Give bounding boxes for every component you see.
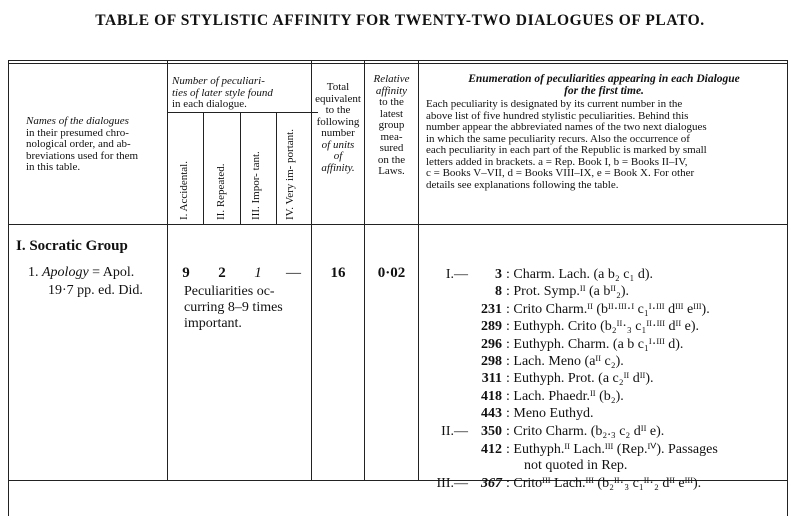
peculiarity-number: 412 [481,442,502,457]
peculiarity-number: 3 [495,267,502,282]
col-divider-relative [418,60,419,480]
peculiarity-references: not quoted in Rep. [524,458,628,474]
peculiarity-number: 367 [481,475,502,491]
table-right-border [787,60,788,516]
peculiarity-references: : Crito Charm. (b₂.₃ c₂ dᴵᴵ e). [506,423,665,439]
enumeration-row [432,267,653,283]
peculiarity-references: : Euthyph. Charm. (a b c₁ᴵ·ᴵᴵᴵ d). [506,336,684,352]
peculiarity-references: : Euthyph.ᴵᴵ Lach.ᴵᴵᴵ (Rep.ᴵⱽ). Passages [506,442,718,457]
enumeration-row [432,337,683,353]
peculiarity-references: : Euthyph. Prot. (a c₂ᴵᴵ dᴵᴵ). [506,371,654,387]
col-divider-repeated [240,112,241,224]
dialogue-name: 1. Apology = Apol. [28,265,135,280]
enumeration-row [432,284,629,300]
header-bottom-rule [8,224,788,225]
enumeration-row [432,458,627,474]
peculiarity-number: 350 [481,423,502,439]
dialogue-pages: 19·7 pp. ed. Did. [48,283,143,298]
peculiarity-number: 298 [481,354,502,369]
affinity-table [8,60,788,516]
important-note: Peculiarities oc- curring 8–9 times important. [184,284,283,331]
peculiarity-number: 8 [495,284,502,300]
peculiarity-number: 296 [481,336,502,352]
group-title: I. Socratic Group [16,238,128,254]
header-relative: Relative affinity to the latest group mea- sured on the Laws. [373,73,410,177]
col-divider-accidental [203,112,204,224]
enumeration-row [432,424,664,440]
table-top-rule [8,60,788,61]
relative-affinity: 0·02 [377,265,406,281]
peculiarity-references: : Critoᴵᴵᴵ Lach.ᴵᴵᴵ (b₂ᴵᴵ·₃ c₁ᴵᴵ·₂ dᴵᴵ eᴵᴵᴵ). [506,475,702,491]
header-important: III. Impor- tant. [250,151,262,220]
header-names: Names of the dialogues in their presumed chro- nological order, and ab- breviations used for them in this table. [26,115,139,173]
peculiarity-references: : Charm. Lach. (a b₂ c₁ d). [506,267,653,282]
header-very-important: IV. Very im- portant. [284,129,296,220]
very-important-count: — [286,265,301,281]
header-enumeration: Enumeration of peculiarities appearing in each Dialogue for the first time. Each peculiarity is designated by its current number in the above list of five hundred stylistic peculiarities. Behind this number appear the abbreviated names of the two next dialogues in which the same peculiarity recurs. Also the occurrence of each peculiarity in each part of the Republic is marked by small letters added in brackets. a = Rep. Book I, b = Books II–IV, c = Books V–VII, d = Books VIII–IX, e = Book X. For other details see explanations following the table. [426,73,740,191]
accidental-count: 9 [182,265,190,281]
total-units: 16 [330,265,346,281]
enumeration-class-label: III.— [436,475,468,491]
peculiarity-number: 418 [481,388,502,404]
col-divider-important [276,112,277,224]
important-count: 1 [254,265,262,281]
page-title: TABLE OF STYLISTIC AFFINITY FOR TWENTY-TWO DIALOGUES OF PLATO. [95,12,705,29]
enumeration-row [432,354,624,370]
peculiarity-number: 289 [481,319,502,335]
enumeration-class-label: I.— [445,267,468,282]
table-top-rule-double [8,63,788,64]
header-repeated: II. Repeated. [215,163,227,220]
enumeration-class-label: II.— [441,423,468,439]
peculiarities-subheader-rule [168,112,318,113]
table-left-border [8,60,9,516]
peculiarity-number: 443 [481,406,502,422]
enumeration-row [432,389,624,405]
peculiarity-references: : Lach. Meno (aᴵᴵ c₂). [506,354,624,369]
peculiarity-references: : Euthyph. Crito (b₂ᴵᴵ·₃ c₁ᴵᴵ·ᴵᴵᴵ dᴵᴵ e). [506,319,699,335]
enumeration-row [432,302,710,318]
enumeration-row [432,371,654,387]
enumeration-row [432,476,701,492]
peculiarity-references: : Meno Euthyd. [506,406,594,422]
peculiarity-number: 231 [481,301,502,317]
peculiarity-number: 311 [481,371,502,387]
header-peculiarities: Number of peculiari- ties of later style found in each dialogue. [172,75,273,110]
header-accidental: I. Accidental. [178,161,190,220]
peculiarity-references: : Lach. Phaedr.ᴵᴵ (b₂). [506,388,624,404]
repeated-count: 2 [218,265,226,281]
enumeration-row [432,441,718,458]
header-total: Total equivalent to the following number of units of affinity. [315,81,361,174]
peculiarity-references: : Crito Charm.ᴵᴵ (bᴵᴵ·ᴵᴵᴵ·ᴵ c₁ᴵ·ᴵᴵᴵ dᴵᴵᴵ eᴵᴵᴵ). [506,301,710,317]
enumeration-row [432,406,594,422]
peculiarity-references: : Prot. Symp.ᴵᴵ (a bᴵᴵ₂). [506,284,630,300]
enumeration-row [432,319,699,335]
